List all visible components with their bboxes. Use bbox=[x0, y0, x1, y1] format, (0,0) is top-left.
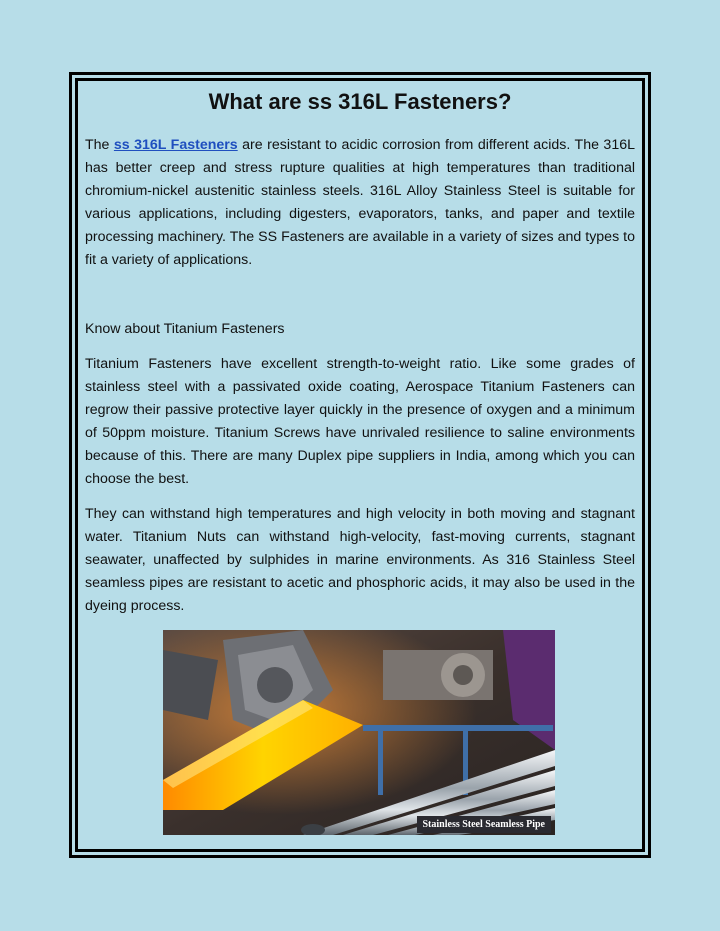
paragraph-titanium: Titanium Fasteners have excellent strength-to-weight ratio. Like some grades of stainless steel with a passivated oxide coating, Aerospace Titanium Fasteners can regrow their passive protective layer quickly in the presence of oxygen and a minimum of 50ppm moisture. Titanium Screws have unrivaled resilience to saline environments because of this. There are many Duplex pipe suppliers in India, among which you can choose the best. bbox=[85, 356, 635, 487]
paragraph-velocity: They can withstand high temperatures and high velocity in both moving and stagnant water. Titanium Nuts can withstand high-velocity, fast-moving currents, stagnant seawater, unaffected by sulphides in marine environments. As 316 Stainless Steel seamless pipes are resistant to acetic and phosphoric acids, it may also be used in the dyeing process. bbox=[85, 506, 635, 614]
section-heading-titanium: Know about Titanium Fasteners bbox=[85, 321, 285, 337]
spacer bbox=[85, 272, 635, 318]
image-caption: Stainless Steel Seamless Pipe bbox=[417, 816, 552, 833]
ss-316l-fasteners-link[interactable]: ss 316L Fasteners bbox=[113, 137, 238, 153]
paragraph-intro bbox=[85, 134, 635, 272]
pipe-manufacturing-illustration bbox=[163, 630, 555, 835]
document-title: What are ss 316L Fasteners? bbox=[208, 89, 512, 114]
paragraph-intro-body: are resistant to acidic corrosion from different acids. The 316L has better creep and stress rupture qualities at high temperatures than traditional chromium-nickel austenitic stainless steels. 316L Alloy Stainless Steel is suitable for various applications, including digesters, evaporators, tanks, and paper and textile processing machinery. The SS Fasteners are available in a variety of sizes and types to fit a variety of applications. bbox=[85, 137, 635, 268]
paragraph-intro-prefix: The bbox=[85, 137, 114, 153]
pipe-manufacturing-image bbox=[163, 630, 555, 835]
document-body bbox=[85, 82, 635, 618]
